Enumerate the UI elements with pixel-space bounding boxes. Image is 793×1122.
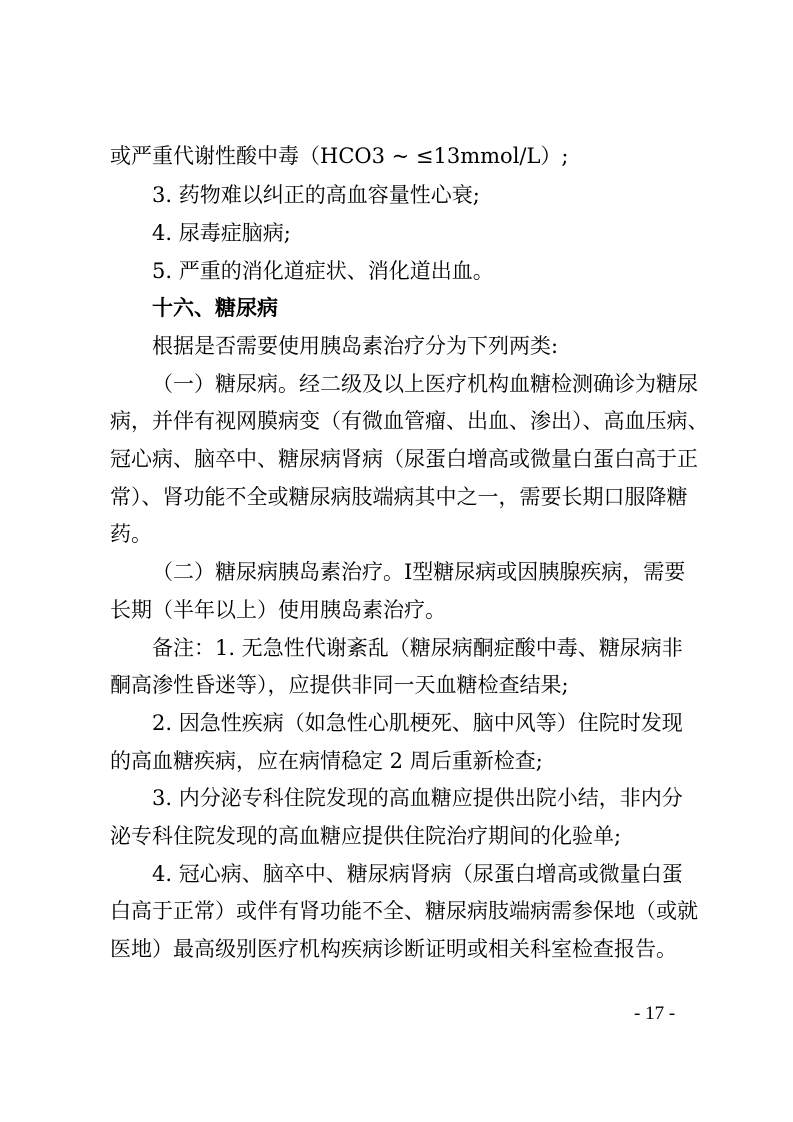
paragraph-line: 常）、肾功能不全或糖尿病肢端病其中之一，需要长期口服降糖 bbox=[110, 485, 688, 509]
list-item: 5. 严重的消化道症状、消化道出血。 bbox=[152, 259, 494, 283]
paragraph-line: 药。 bbox=[110, 522, 152, 546]
note-line: 医地）最高级别医疗机构疾病诊断证明或相关科室检查报告。 bbox=[110, 937, 677, 961]
list-item: 3. 药物难以纠正的高血容量性心衰; bbox=[152, 183, 480, 207]
body-line: 或严重代谢性酸中毒（HCO3 ~ ≤13mmol/L）; bbox=[110, 144, 569, 168]
paragraph-line: 冠心病、脑卒中、糖尿病肾病（尿蛋白增高或微量白蛋白高于正 bbox=[110, 447, 698, 471]
paragraph-line: 长期（半年以上）使用胰岛素治疗。 bbox=[110, 598, 446, 622]
note-line: 白高于正常）或伴有肾功能不全、糖尿病肢端病需参保地（或就 bbox=[110, 899, 698, 923]
section-heading: 十六、糖尿病 bbox=[152, 296, 278, 320]
note-line: 的高血糖疾病，应在病情稳定 2 周后重新检查; bbox=[110, 749, 543, 773]
note-line: 4. 冠心病、脑卒中、糖尿病肾病（尿蛋白增高或微量白蛋 bbox=[152, 862, 683, 886]
body-line: 根据是否需要使用胰岛素治疗分为下列两类: bbox=[152, 334, 559, 358]
list-item: 4. 尿毒症脑病; bbox=[152, 221, 291, 245]
note-line: 酮高渗性昏迷等），应提供非同一天血糖检查结果; bbox=[110, 673, 569, 697]
note-line: 3. 内分泌专科住院发现的高血糖应提供出院小结，非内分 bbox=[152, 786, 683, 810]
paragraph-line: 病，并伴有视网膜病变（有微血管瘤、出血、渗出）、高血压病、 bbox=[110, 409, 709, 433]
note-line: 备注：1. 无急性代谢紊乱（糖尿病酮症酸中毒、糖尿病非 bbox=[152, 636, 683, 660]
page-number: - 17 - bbox=[634, 1003, 676, 1024]
note-line: 泌专科住院发现的高血糖应提供住院治疗期间的化验单; bbox=[110, 824, 622, 848]
paragraph-line: （一）糖尿病。经二级及以上医疗机构血糖检测确诊为糖尿 bbox=[152, 372, 698, 396]
paragraph-line: （二）糖尿病胰岛素治疗。Ⅰ型糖尿病或因胰腺疾病，需要 bbox=[152, 560, 686, 584]
note-line: 2. 因急性疾病（如急性心肌梗死、脑中风等）住院时发现 bbox=[152, 711, 683, 735]
